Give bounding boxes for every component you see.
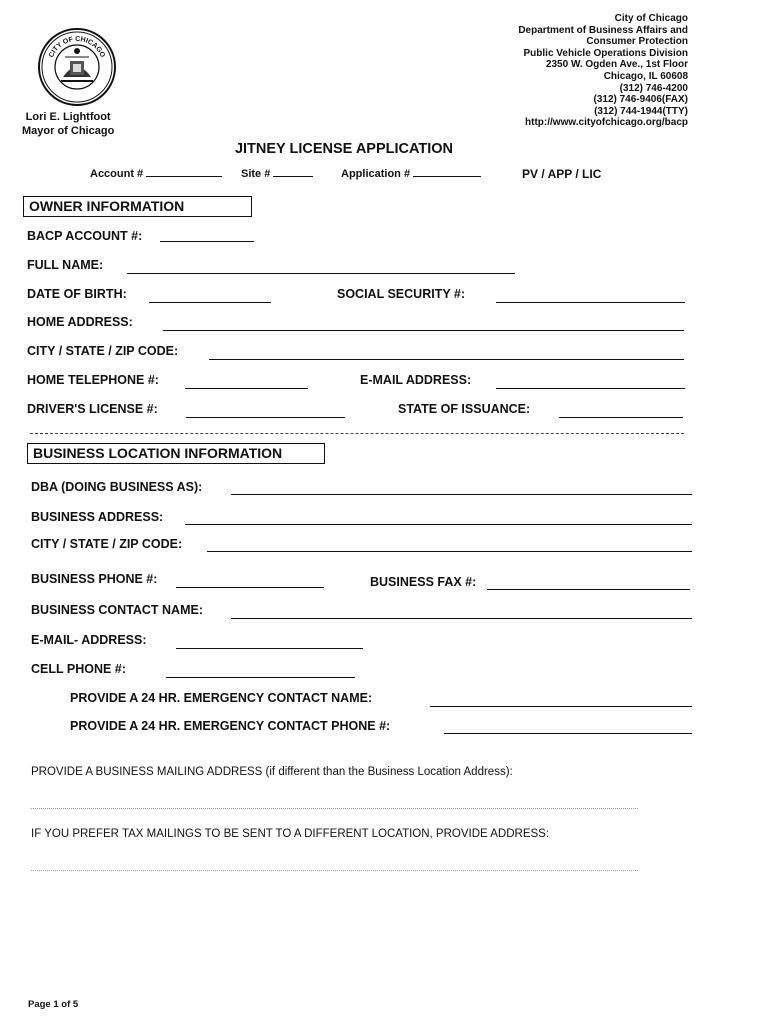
tax-mailing-field[interactable] <box>31 870 638 871</box>
bacp-account-field[interactable] <box>160 241 254 242</box>
mayor-name: Lori E. Lightfoot <box>25 111 111 123</box>
dba-label: DBA (DOING BUSINESS AS): <box>31 480 203 494</box>
drivers-license-label: DRIVER'S LICENSE #: <box>27 402 158 416</box>
business-phone-label: BUSINESS PHONE #: <box>31 572 158 586</box>
full-name-field[interactable] <box>127 273 515 274</box>
business-email-label: E-MAIL- ADDRESS: <box>31 633 147 647</box>
site-blank[interactable] <box>273 167 313 177</box>
dept-line: (312) 744-1944(TTY) <box>594 105 688 117</box>
bacp-account-label: BACP ACCOUNT #: <box>27 229 143 243</box>
dba-field[interactable] <box>231 494 692 495</box>
dob-label: DATE OF BIRTH: <box>27 287 127 301</box>
ssn-label: SOCIAL SECURITY #: <box>337 287 466 301</box>
business-fax-field[interactable] <box>487 589 690 590</box>
account-label: Account # <box>90 168 144 180</box>
ssn-field[interactable] <box>496 302 685 303</box>
home-address-field[interactable] <box>163 330 684 331</box>
site-field[interactable] <box>241 167 313 180</box>
business-fax-label: BUSINESS FAX #: <box>370 575 477 589</box>
dept-line: City of Chicago <box>614 13 688 24</box>
business-mailing-label: PROVIDE A BUSINESS MAILING ADDRESS (if different than the Business Location Address): <box>31 766 513 778</box>
site-label: Site # <box>241 168 271 180</box>
mayor-block <box>22 110 114 138</box>
svg-text:CITY OF CHICAGO: CITY OF CHICAGO <box>48 35 106 59</box>
emergency-phone-label: PROVIDE A 24 HR. EMERGENCY CONTACT PHONE #: <box>70 719 391 733</box>
page-number: Page 1 of 5 <box>28 999 79 1010</box>
emergency-name-label: PROVIDE A 24 HR. EMERGENCY CONTACT NAME: <box>70 691 373 705</box>
home-phone-field[interactable] <box>185 388 308 389</box>
business-contact-field[interactable] <box>231 618 692 619</box>
business-address-field[interactable] <box>185 524 692 525</box>
section-divider <box>30 433 684 434</box>
business-contact-label: BUSINESS CONTACT NAME: <box>31 603 203 617</box>
business-phone-field[interactable] <box>176 587 324 588</box>
state-of-issuance-label: STATE OF ISSUANCE: <box>398 402 531 416</box>
emergency-name-field[interactable] <box>430 706 692 707</box>
dept-line: Chicago, IL 60608 <box>603 70 688 82</box>
home-phone-label: HOME TELEPHONE #: <box>27 373 159 387</box>
full-name-label: FULL NAME: <box>27 258 104 272</box>
account-blank[interactable] <box>146 167 222 177</box>
dept-line: (312) 746-9406(FAX) <box>593 94 688 106</box>
city-state-zip-label: CITY / STATE / ZIP CODE: <box>27 344 179 358</box>
owner-email-field[interactable] <box>496 388 685 389</box>
business-city-state-zip-field[interactable] <box>207 551 692 552</box>
page-title: JITNEY LICENSE APPLICATION <box>234 141 454 157</box>
owner-section-title: OWNER INFORMATION <box>23 196 252 217</box>
pv-app-lic: PV / APP / LIC <box>522 167 602 181</box>
business-mailing-field[interactable] <box>31 808 638 809</box>
business-city-state-zip-label: CITY / STATE / ZIP CODE: <box>31 537 183 551</box>
business-address-label: BUSINESS ADDRESS: <box>31 510 164 524</box>
dept-website-link[interactable]: http://www.cityofchicago.org/bacp <box>525 117 688 129</box>
state-of-issuance-field[interactable] <box>559 417 683 418</box>
home-address-label: HOME ADDRESS: <box>27 315 133 329</box>
dept-line: Public Vehicle Operations Division <box>523 47 688 59</box>
department-address-block <box>518 13 688 129</box>
owner-email-label: E-MAIL ADDRESS: <box>360 373 472 387</box>
emergency-phone-field[interactable] <box>444 733 692 734</box>
dept-line: 2350 W. Ogden Ave., 1st Floor <box>545 59 688 71</box>
application-field[interactable] <box>341 167 481 180</box>
application-blank[interactable] <box>413 167 481 177</box>
business-section-title: BUSINESS LOCATION INFORMATION <box>27 443 325 464</box>
account-field[interactable] <box>90 167 222 180</box>
dept-line: Consumer Protection <box>586 36 688 48</box>
cell-phone-field[interactable] <box>166 677 355 678</box>
dept-line: (312) 746-4200 <box>619 82 688 94</box>
city-state-zip-field[interactable] <box>209 359 684 360</box>
cell-phone-label: CELL PHONE #: <box>31 662 126 676</box>
drivers-license-field[interactable] <box>186 417 345 418</box>
business-email-field[interactable] <box>176 648 363 649</box>
application-label: Application # <box>341 168 411 180</box>
dob-field[interactable] <box>149 302 271 303</box>
dept-line: Department of Business Affairs and <box>518 24 688 36</box>
mayor-title: Mayor of Chicago <box>22 125 115 137</box>
tax-mailing-label: IF YOU PREFER TAX MAILINGS TO BE SENT TO A DIFFERENT LOCATION, PROVIDE ADDRESS: <box>31 828 550 840</box>
city-seal-icon <box>37 27 117 107</box>
